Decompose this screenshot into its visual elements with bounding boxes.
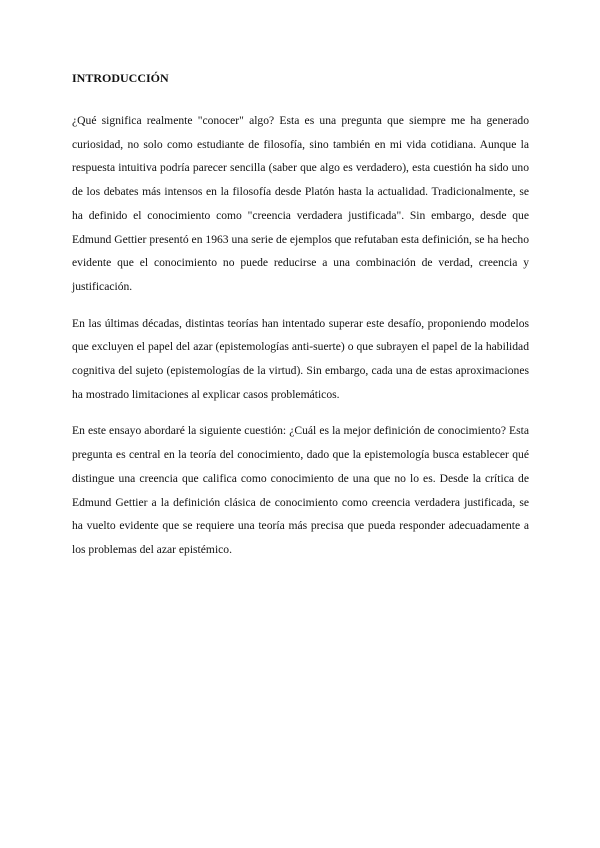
paragraph-2: En las últimas décadas, distintas teorías han intentado superar este desafío, proponiendo modelos que excluyen el papel del azar (epistemologías anti-suerte) o que subrayen el papel de la habilidad cognitiva del sujeto (epistemologías de la virtud). Sin embargo, cada una de estas aproximaciones ha mostrado limitaciones al explicar casos problemáticos. (72, 316, 529, 401)
section-heading: INTRODUCCIÓN (72, 71, 169, 85)
paragraph-3: En este ensayo abordaré la siguiente cuestión: ¿Cuál es la mejor definición de conocimiento? Esta pregunta es central en la teoría del conocimiento, dado que la epistemología busca establecer qué distingue una creencia que califica como conocimiento de una que no lo es. Desde la crítica de Edmund Gettier a la definición clásica de conocimiento como creencia verdadera justificada, se ha vuelto evidente que se requiere una teoría más precisa que pueda responder adecuadamente a los problemas del azar epistémico. (72, 424, 529, 556)
document-body (72, 70, 529, 575)
paragraph-1: ¿Qué significa realmente "conocer" algo? Esta es una pregunta que siempre me ha generado curiosidad, no solo como estudiante de filosofía, sino también en mi vida cotidiana. Aunque la respuesta intuitiva podría parecer sencilla (saber que algo es verdadero), esta cuestión ha sido uno de los debates más intensos en la filosofía desde Platón hasta la actualidad. Tradicionalmente, se ha definido el conocimiento como "creencia verdadera justificada". Sin embargo, desde que Edmund Gettier presentó en 1963 una serie de ejemplos que refutaban esta definición, se ha hecho evidente que el conocimiento no puede reducirse a una combinación de verdad, creencia y justificación. (72, 114, 529, 293)
